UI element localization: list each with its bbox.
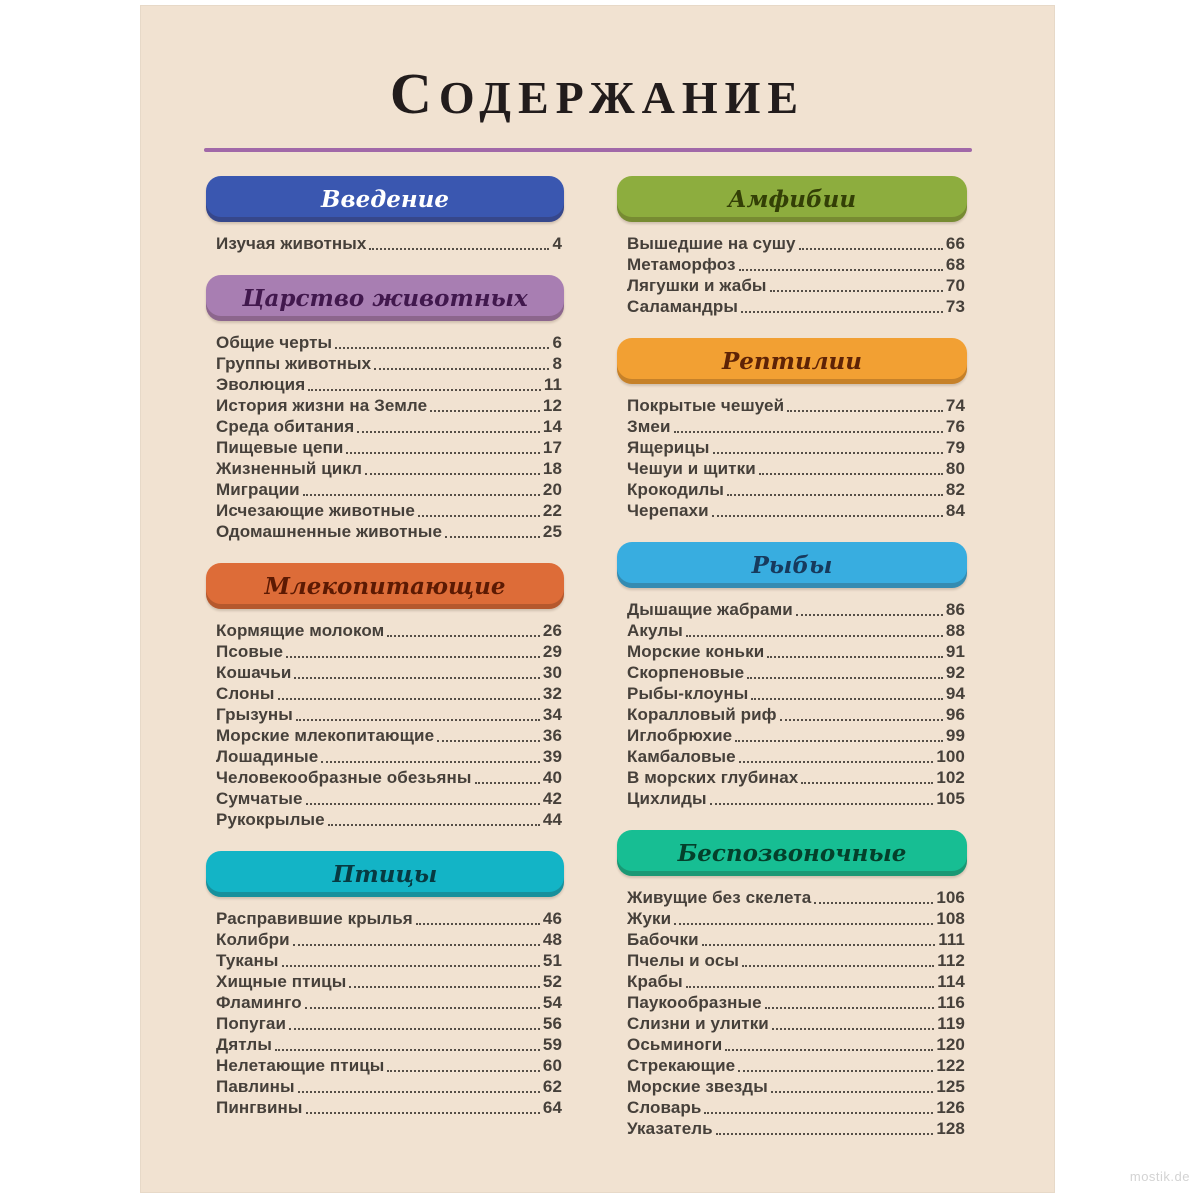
dot-leader — [298, 1091, 540, 1093]
toc-entry-label: Общие черты — [216, 333, 333, 352]
toc-entry — [206, 704, 564, 725]
toc-entry — [206, 395, 564, 416]
dot-leader — [770, 290, 943, 292]
dot-leader — [674, 923, 933, 925]
toc-entry — [206, 809, 564, 830]
toc-entry — [617, 233, 967, 254]
toc-entry-label: Жуки — [627, 909, 672, 928]
toc-entry — [617, 1097, 967, 1118]
dot-leader — [369, 248, 549, 250]
toc-entry-label: Миграции — [216, 480, 300, 499]
toc-entry — [206, 1034, 564, 1055]
dot-leader — [735, 740, 943, 742]
toc-entry-page-number: 54 — [542, 993, 562, 1012]
toc-entry-label: Кошачьи — [216, 663, 292, 682]
dot-leader — [716, 1133, 934, 1135]
toc-entry — [206, 458, 564, 479]
toc-entry-label: Лошадиные — [216, 747, 319, 766]
toc-entry-label: Группы животных — [216, 354, 372, 373]
toc-entry-page-number: 125 — [936, 1077, 965, 1096]
toc-entry-label: Пингвины — [216, 1098, 303, 1117]
toc-entry-label: Крокодилы — [627, 480, 725, 499]
toc-entry-page-number: 46 — [542, 909, 562, 928]
toc-entry-label: Метаморфоз — [627, 255, 736, 274]
dot-leader — [349, 986, 540, 988]
toc-entry — [206, 1076, 564, 1097]
toc-entry-page-number: 79 — [945, 438, 965, 457]
section-header-label: Рептилии — [722, 347, 862, 375]
dot-leader — [437, 740, 540, 742]
toc-entry-label: Пчелы и осы — [627, 951, 739, 970]
dot-leader — [365, 473, 540, 475]
toc-entry-label: Рыбы-клоуны — [627, 684, 749, 703]
dot-leader — [674, 431, 943, 433]
toc-entry-label: Среда обитания — [216, 417, 355, 436]
toc-entry-page-number: 39 — [542, 747, 562, 766]
dot-leader — [275, 1049, 540, 1051]
watermark: mostik.de — [1129, 1169, 1190, 1184]
toc-entry-label: Эволюция — [216, 375, 306, 394]
dot-leader — [742, 965, 934, 967]
toc-entry-label: Камбаловые — [627, 747, 736, 766]
toc-entry-label: Покрытые чешуей — [627, 396, 785, 415]
toc-entry-page-number: 29 — [542, 642, 562, 661]
toc-entry-page-number: 126 — [936, 1098, 965, 1117]
toc-entry-label: Расправившие крылья — [216, 909, 413, 928]
dot-leader — [772, 1028, 934, 1030]
toc-entry-label: Цихлиды — [627, 789, 707, 808]
section-header-label: Млекопитающие — [264, 572, 506, 600]
toc-entry — [617, 275, 967, 296]
dot-leader — [286, 656, 540, 658]
toc-entry-page-number: 32 — [542, 684, 562, 703]
dot-leader — [814, 902, 933, 904]
toc-entry-page-number: 120 — [936, 1035, 965, 1054]
dot-leader — [357, 431, 540, 433]
toc-entry — [206, 725, 564, 746]
toc-entry-page-number: 73 — [945, 297, 965, 316]
section-header-label: Рыбы — [751, 551, 833, 579]
toc-entry-page-number: 22 — [542, 501, 562, 520]
toc-entry — [206, 662, 564, 683]
toc-entry-page-number: 92 — [945, 663, 965, 682]
toc-entry-label: История жизни на Земле — [216, 396, 428, 415]
dot-leader — [374, 368, 549, 370]
toc-entry-label: Иглобрюхие — [627, 726, 733, 745]
toc-entry — [617, 1055, 967, 1076]
toc-entry — [617, 908, 967, 929]
toc-entry-label: Крабы — [627, 972, 683, 991]
toc-entry — [206, 353, 564, 374]
toc-entry — [617, 254, 967, 275]
toc-entry — [206, 908, 564, 929]
dot-leader — [801, 782, 933, 784]
toc-entry-label: Одомашненные животные — [216, 522, 443, 541]
toc-entry — [617, 725, 967, 746]
toc-entry-label: Осьминоги — [627, 1035, 723, 1054]
dot-leader — [738, 1070, 933, 1072]
toc-entry — [617, 1118, 967, 1139]
dot-leader — [686, 635, 943, 637]
toc-entry — [617, 641, 967, 662]
toc-entry-page-number: 59 — [542, 1035, 562, 1054]
toc-section — [206, 851, 564, 1118]
toc-entry-page-number: 82 — [945, 480, 965, 499]
toc-entry-label: Изучая животных — [216, 234, 367, 253]
section-header-label: Амфибии — [727, 185, 857, 213]
toc-entry — [617, 599, 967, 620]
dot-leader — [294, 677, 539, 679]
toc-entry — [206, 1013, 564, 1034]
toc-entry-page-number: 91 — [945, 642, 965, 661]
toc-entry — [206, 767, 564, 788]
toc-entry-page-number: 48 — [542, 930, 562, 949]
toc-entry — [617, 746, 967, 767]
toc-entry-page-number: 26 — [542, 621, 562, 640]
dot-leader — [445, 536, 540, 538]
toc-section — [617, 338, 967, 521]
toc-entry — [206, 620, 564, 641]
dot-leader — [306, 803, 540, 805]
toc-entry-page-number: 106 — [936, 888, 965, 907]
toc-entry-label: Слизни и улитки — [627, 1014, 769, 1033]
toc-entry-page-number: 4 — [552, 234, 562, 253]
dot-leader — [321, 761, 540, 763]
toc-entry — [617, 437, 967, 458]
toc-entry-page-number: 74 — [945, 396, 965, 415]
toc-entry-label: Лягушки и жабы — [627, 276, 767, 295]
dot-leader — [303, 494, 540, 496]
section-header-pill — [617, 338, 967, 384]
book-page — [140, 5, 1055, 1193]
toc-entry — [206, 950, 564, 971]
dot-leader — [704, 1112, 933, 1114]
toc-entry-page-number: 116 — [937, 993, 965, 1012]
toc-entry-label: Кормящие молоком — [216, 621, 385, 640]
dot-leader — [387, 1070, 539, 1072]
toc-entry-page-number: 44 — [542, 810, 562, 829]
title-divider — [204, 148, 972, 152]
toc-entry-label: В морских глубинах — [627, 768, 799, 787]
toc-entry — [617, 479, 967, 500]
toc-section — [206, 275, 564, 542]
dot-leader — [796, 614, 943, 616]
toc-entry — [617, 500, 967, 521]
section-header-label: Птицы — [332, 860, 438, 888]
toc-entry-label: Живущие без скелета — [627, 888, 812, 907]
dot-leader — [787, 410, 943, 412]
toc-entry-label: Нелетающие птицы — [216, 1056, 385, 1075]
toc-entry-label: Попугаи — [216, 1014, 287, 1033]
dot-leader — [430, 410, 540, 412]
toc-entry-page-number: 99 — [945, 726, 965, 745]
toc-entry-label: Туканы — [216, 951, 279, 970]
dot-leader — [727, 494, 943, 496]
toc-entry-label: Чешуи и щитки — [627, 459, 756, 478]
toc-entry-page-number: 8 — [552, 354, 562, 373]
toc-entry-label: Дышащие жабрами — [627, 600, 793, 619]
dot-leader — [739, 761, 934, 763]
toc-entry — [206, 233, 564, 254]
section-header-label: Беспозвоночные — [677, 839, 907, 867]
toc-entry-page-number: 84 — [945, 501, 965, 520]
toc-entry-label: Словарь — [627, 1098, 702, 1117]
toc-entry-page-number: 25 — [542, 522, 562, 541]
toc-entry — [206, 992, 564, 1013]
toc-entry-label: Фламинго — [216, 993, 302, 1012]
dot-leader — [725, 1049, 933, 1051]
toc-entry-page-number: 36 — [542, 726, 562, 745]
toc-entry-label: Жизненный цикл — [216, 459, 363, 478]
toc-entry — [206, 788, 564, 809]
toc-entry-page-number: 42 — [542, 789, 562, 808]
toc-entry — [206, 971, 564, 992]
toc-entry — [617, 767, 967, 788]
toc-entry-page-number: 128 — [936, 1119, 965, 1138]
toc-entry-page-number: 62 — [542, 1077, 562, 1096]
toc-entry-label: Человекообразные обезьяны — [216, 768, 472, 787]
toc-section — [617, 830, 967, 1139]
toc-entry-label: Павлины — [216, 1077, 295, 1096]
toc-entry-page-number: 60 — [542, 1056, 562, 1075]
toc-entry-label: Ящерицы — [627, 438, 710, 457]
dot-leader — [741, 311, 943, 313]
toc-entry-label: Грызуны — [216, 705, 293, 724]
toc-entry-page-number: 30 — [542, 663, 562, 682]
toc-entry-page-number: 105 — [936, 789, 965, 808]
toc-entry-page-number: 70 — [945, 276, 965, 295]
toc-entry — [617, 992, 967, 1013]
toc-section — [617, 542, 967, 809]
toc-entry-page-number: 80 — [945, 459, 965, 478]
toc-entry-page-number: 20 — [542, 480, 562, 499]
toc-entry — [617, 971, 967, 992]
toc-entry — [617, 950, 967, 971]
toc-entry-label: Исчезающие животные — [216, 501, 415, 520]
toc-entry — [617, 1076, 967, 1097]
toc-entry-label: Пищевые цепи — [216, 438, 344, 457]
toc-entry-page-number: 52 — [542, 972, 562, 991]
toc-entry-page-number: 14 — [542, 417, 562, 436]
dot-leader — [305, 1007, 540, 1009]
toc-entry-page-number: 114 — [937, 972, 965, 991]
dot-leader — [346, 452, 539, 454]
toc-entry — [617, 395, 967, 416]
toc-entry-page-number: 11 — [543, 375, 562, 394]
toc-entry — [206, 479, 564, 500]
dot-leader — [282, 965, 540, 967]
dot-leader — [739, 269, 943, 271]
toc-entry-page-number: 96 — [945, 705, 965, 724]
toc-entry-page-number: 108 — [936, 909, 965, 928]
toc-entry — [206, 683, 564, 704]
dot-leader — [771, 1091, 934, 1093]
toc-entry-label: Скорпеновые — [627, 663, 745, 682]
toc-entry — [617, 929, 967, 950]
section-header-pill — [206, 275, 564, 321]
page-title: СОДЕРЖАНИЕ — [389, 61, 806, 126]
dot-leader — [306, 1112, 540, 1114]
toc-section — [617, 176, 967, 317]
toc-entry-page-number: 34 — [542, 705, 562, 724]
toc-entry — [206, 416, 564, 437]
toc-entry-page-number: 86 — [945, 600, 965, 619]
toc-entry — [617, 887, 967, 908]
toc-entry — [206, 500, 564, 521]
toc-entry-page-number: 122 — [936, 1056, 965, 1075]
dot-leader — [416, 923, 540, 925]
toc-entry — [617, 1034, 967, 1055]
toc-entry-label: Коралловый риф — [627, 705, 777, 724]
toc-entry-label: Морские звезды — [627, 1077, 768, 1096]
toc-entry-page-number: 66 — [945, 234, 965, 253]
section-header-pill — [617, 542, 967, 588]
toc-entry-label: Паукообразные — [627, 993, 762, 1012]
toc-entry-label: Саламандры — [627, 297, 738, 316]
dot-leader — [767, 656, 943, 658]
toc-entry — [617, 788, 967, 809]
dot-leader — [765, 1007, 935, 1009]
toc-entry-page-number: 18 — [542, 459, 562, 478]
toc-entry-label: Морские коньки — [627, 642, 765, 661]
toc-entry-page-number: 111 — [938, 930, 965, 949]
toc-entry-page-number: 51 — [542, 951, 562, 970]
toc-entry — [206, 437, 564, 458]
section-header-pill — [206, 851, 564, 897]
toc-entry-label: Рукокрылые — [216, 810, 325, 829]
dot-leader — [278, 698, 540, 700]
toc-entry-label: Змеи — [627, 417, 671, 436]
dot-leader — [328, 824, 540, 826]
toc-entry — [617, 683, 967, 704]
dot-leader — [387, 635, 540, 637]
toc-section — [206, 563, 564, 830]
toc-entry-page-number: 64 — [542, 1098, 562, 1117]
section-header-pill — [206, 176, 564, 222]
dot-leader — [759, 473, 943, 475]
toc-entry-label: Черепахи — [627, 501, 709, 520]
dot-leader — [308, 389, 541, 391]
dot-leader — [296, 719, 540, 721]
section-header-label: Введение — [321, 185, 449, 213]
toc-entry — [617, 620, 967, 641]
toc-entry-label: Морские млекопитающие — [216, 726, 435, 745]
toc-entry — [206, 929, 564, 950]
dot-leader — [712, 515, 943, 517]
toc-entry — [206, 1055, 564, 1076]
toc-entry — [206, 521, 564, 542]
toc-entry-label: Бабочки — [627, 930, 699, 949]
toc-entry — [617, 296, 967, 317]
toc-entry — [617, 416, 967, 437]
toc-entry-page-number: 6 — [552, 333, 562, 352]
section-header-pill — [617, 830, 967, 876]
toc-entry-label: Хищные птицы — [216, 972, 347, 991]
toc-entry — [617, 704, 967, 725]
dot-leader — [418, 515, 540, 517]
dot-leader — [475, 782, 540, 784]
toc-entry-page-number: 40 — [542, 768, 562, 787]
toc-entry-page-number: 112 — [937, 951, 965, 970]
toc-entry-label: Вышедшие на сушу — [627, 234, 796, 253]
dot-leader — [686, 986, 935, 988]
dot-leader — [780, 719, 943, 721]
section-header-pill — [617, 176, 967, 222]
dot-leader — [799, 248, 943, 250]
dot-leader — [335, 347, 549, 349]
toc-entry — [206, 332, 564, 353]
toc-entry-page-number: 68 — [945, 255, 965, 274]
dot-leader — [289, 1028, 540, 1030]
toc-entry — [617, 458, 967, 479]
toc-entry-page-number: 100 — [936, 747, 965, 766]
dot-leader — [747, 677, 943, 679]
toc-entry — [617, 662, 967, 683]
section-header-pill — [206, 563, 564, 609]
toc-entry-page-number: 94 — [945, 684, 965, 703]
column-right — [617, 176, 967, 1160]
toc-section — [206, 176, 564, 254]
toc-entry-page-number: 102 — [936, 768, 965, 787]
dot-leader — [702, 944, 936, 946]
toc-entry-label: Акулы — [627, 621, 683, 640]
column-left — [206, 176, 564, 1139]
toc-entry — [206, 641, 564, 662]
toc-entry-page-number: 119 — [937, 1014, 965, 1033]
toc-entry-page-number: 12 — [542, 396, 562, 415]
dot-leader — [293, 944, 540, 946]
dot-leader — [713, 452, 943, 454]
toc-entry — [206, 746, 564, 767]
section-header-label: Царство животных — [242, 284, 528, 312]
dot-leader — [751, 698, 943, 700]
toc-entry-page-number: 88 — [945, 621, 965, 640]
toc-entry-label: Слоны — [216, 684, 275, 703]
toc-entry — [206, 374, 564, 395]
toc-entry — [617, 1013, 967, 1034]
toc-entry-label: Колибри — [216, 930, 290, 949]
toc-entry-page-number: 56 — [542, 1014, 562, 1033]
toc-entry-label: Сумчатые — [216, 789, 303, 808]
toc-entry-label: Указатель — [627, 1119, 713, 1138]
toc-entry-page-number: 17 — [542, 438, 562, 457]
toc-entry-label: Дятлы — [216, 1035, 272, 1054]
toc-entry-label: Псовые — [216, 642, 284, 661]
toc-entry — [206, 1097, 564, 1118]
toc-entry-page-number: 76 — [945, 417, 965, 436]
dot-leader — [710, 803, 934, 805]
toc-entry-label: Стрекающие — [627, 1056, 736, 1075]
